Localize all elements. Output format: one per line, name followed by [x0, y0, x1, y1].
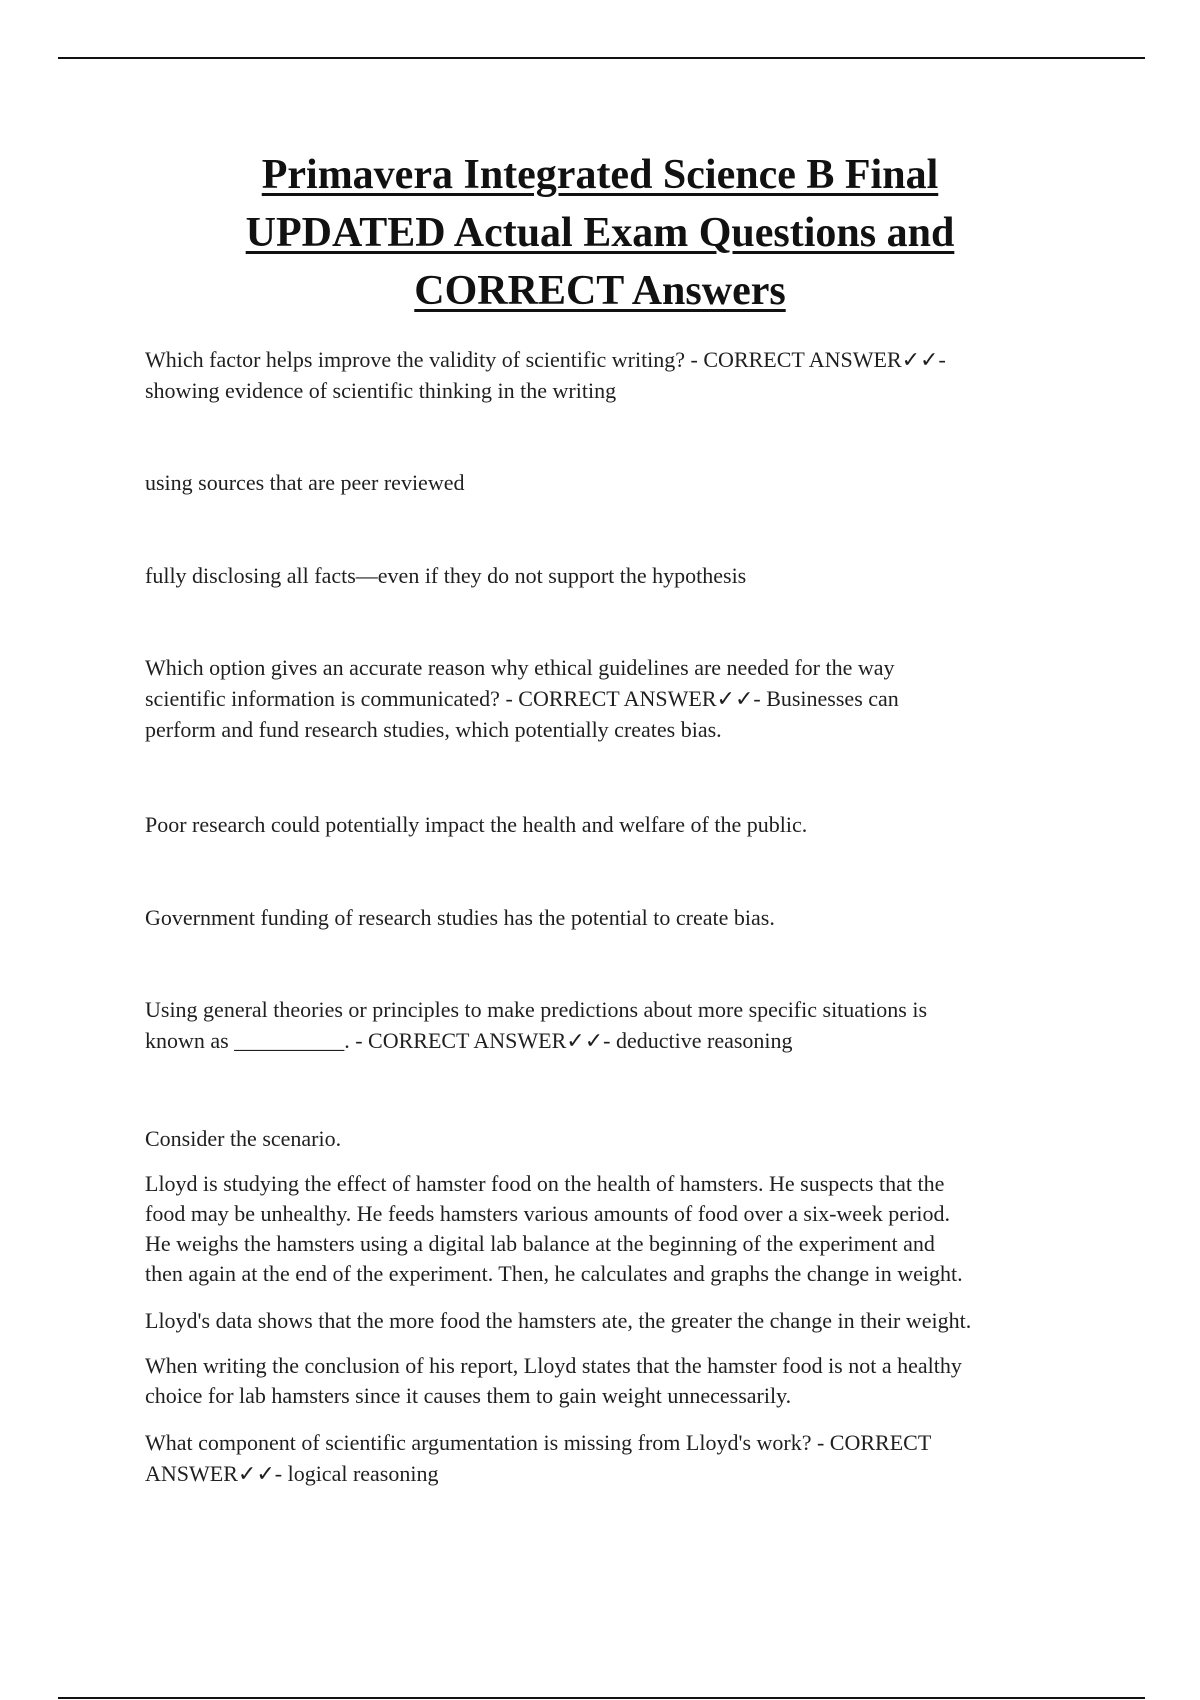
title-line: CORRECT Answers [414, 268, 786, 314]
answer-poor-research [145, 809, 1075, 840]
text-line: Lloyd is studying the effect of hamster food on the health of hamsters. He suspects that the [145, 1171, 945, 1196]
document-title [100, 146, 1100, 320]
answer-disclosing-facts [145, 560, 1075, 591]
text-line: Consider the scenario. [145, 1126, 342, 1151]
text-line: known as __________. - CORRECT ANSWER✓✓- deductive reasoning [145, 1028, 793, 1053]
text-line: using sources that are peer reviewed [145, 470, 465, 495]
text-line: showing evidence of scientific thinking in the writing [145, 378, 617, 403]
text-line: Poor research could potentially impact the health and welfare of the public. [145, 812, 808, 837]
text-line: perform and fund research studies, which potentially creates bias. [145, 717, 722, 742]
scenario-data [145, 1305, 1075, 1336]
answer-government-funding [145, 902, 1075, 933]
text-line: fully disclosing all facts—even if they do not support the hypothesis [145, 563, 747, 588]
text-line: Lloyd's data shows that the more food the hamsters ate, the greater the change in their weight. [145, 1308, 972, 1333]
text-line: He weighs the hamsters using a digital lab balance at the beginning of the experiment and [145, 1231, 935, 1256]
text-line: ANSWER✓✓- logical reasoning [145, 1461, 439, 1486]
scenario-description [145, 1169, 1075, 1289]
text-line: Which factor helps improve the validity of scientific writing? - CORRECT ANSWER✓✓- [145, 347, 946, 372]
header-rule [58, 57, 1145, 59]
text-line: What component of scientific argumentation is missing from Lloyd's work? - CORRECT [145, 1430, 932, 1455]
answer-peer-reviewed [145, 467, 1075, 498]
scenario-intro [145, 1123, 1075, 1154]
title-line: Primavera Integrated Science B Final [261, 152, 939, 198]
text-line: scientific information is communicated? - CORRECT ANSWER✓✓- Businesses can [145, 686, 899, 711]
text-line: then again at the end of the experiment. Then, he calculates and graphs the change in weight. [145, 1261, 963, 1286]
text-line: When writing the conclusion of his report, Lloyd states that the hamster food is not a healthy [145, 1353, 962, 1378]
question-deductive-reasoning [145, 994, 1075, 1056]
text-line: choice for lab hamsters since it causes them to gain weight unnecessarily. [145, 1383, 792, 1408]
scenario-conclusion [145, 1351, 1075, 1411]
question-argumentation [145, 1427, 1075, 1489]
question-ethical-guidelines [145, 652, 1075, 745]
text-line: Government funding of research studies has the potential to create bias. [145, 905, 775, 930]
text-line: Which option gives an accurate reason why ethical guidelines are needed for the way [145, 655, 895, 680]
title-line: UPDATED Actual Exam Questions and [245, 210, 955, 256]
footer-rule [58, 1697, 1145, 1699]
question-validity [145, 344, 1075, 406]
text-line: Using general theories or principles to make predictions about more specific situations is [145, 997, 928, 1022]
text-line: food may be unhealthy. He feeds hamsters various amounts of food over a six-week period. [145, 1201, 951, 1226]
